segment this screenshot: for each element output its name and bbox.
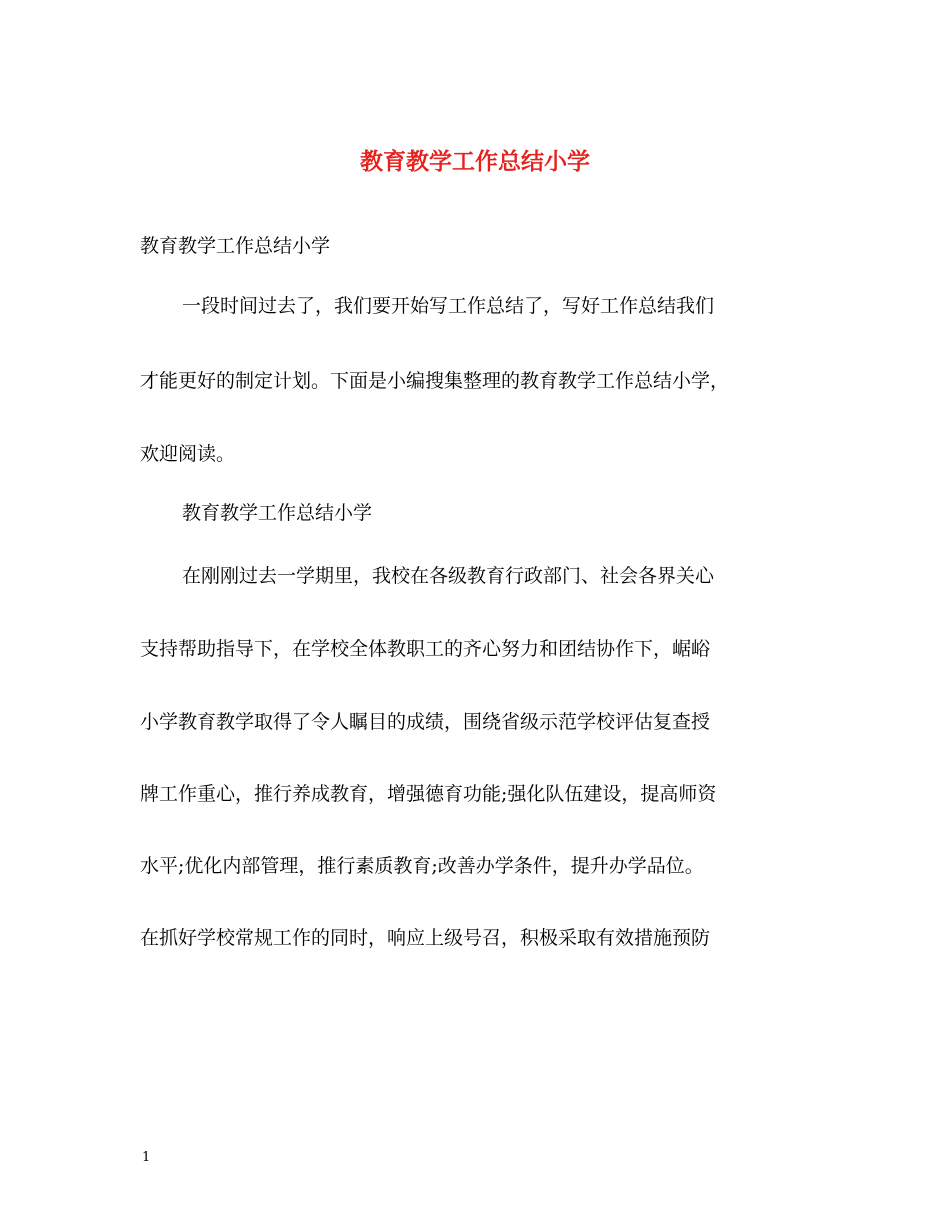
paragraph-1-line-2: 才能更好的制定计划。下面是小编搜集整理的教育教学工作总结小学， — [140, 370, 730, 392]
paragraph-3-line-5: 水平;优化内部管理，推行素质教育;改善办学条件，提升办学品位。 — [140, 855, 704, 877]
paragraph-3-line-4: 牌工作重心，推行养成教育，增强德育功能;强化队伍建设，提高师资 — [140, 783, 717, 805]
paragraph-2-line-1: 教育教学工作总结小学 — [182, 502, 373, 524]
paragraph-3-line-2: 支持帮助指导下，在学校全体教职工的齐心努力和团结协作下，崌峪 — [140, 638, 711, 660]
paragraph-3-line-6: 在抓好学校常规工作的同时，响应上级号召，积极采取有效措施预防 — [140, 927, 711, 949]
paragraph-3-line-3: 小学教育教学取得了令人瞩目的成绩，围绕省级示范学校评估复查授 — [140, 711, 711, 733]
document-subtitle: 教育教学工作总结小学 — [140, 235, 331, 257]
document-title: 教育教学工作总结小学 — [360, 148, 590, 175]
paragraph-3-line-1: 在刚刚过去一学期里，我校在各级教育行政部门、社会各界关心 — [182, 565, 715, 587]
paragraph-1-line-1: 一段时间过去了，我们要开始写工作总结了，写好工作总结我们 — [182, 295, 715, 317]
paragraph-1-line-3: 欢迎阅读。 — [140, 443, 236, 465]
page-number: 1 — [142, 1150, 151, 1165]
